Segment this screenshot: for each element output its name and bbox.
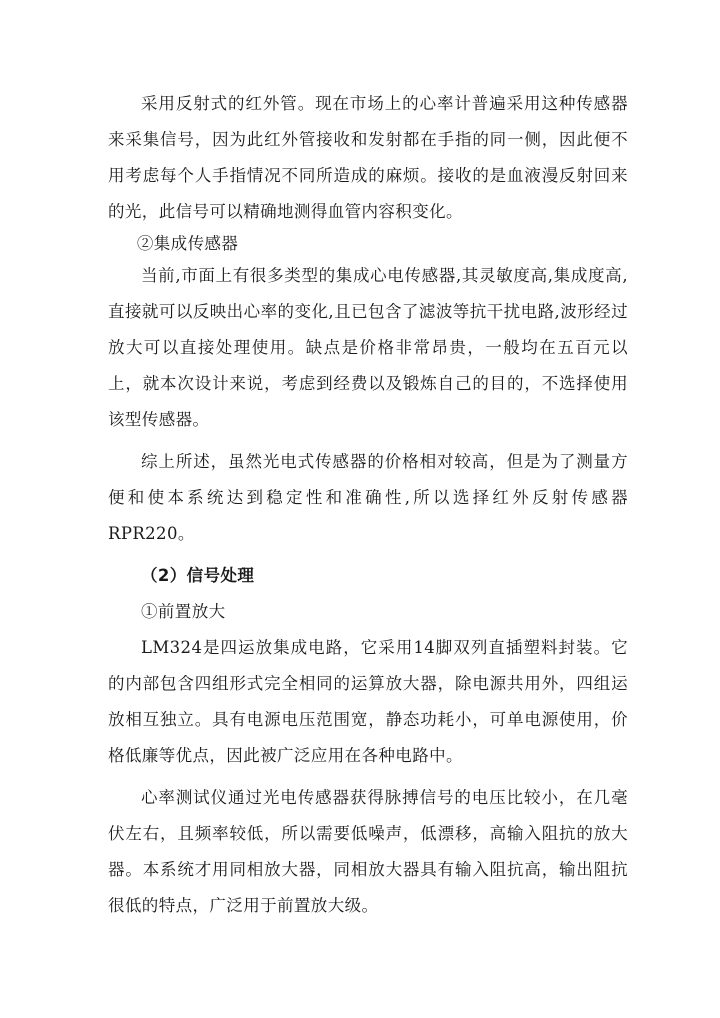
section-heading-signal-processing: （2）信号处理 bbox=[141, 566, 255, 585]
paragraph-summary: 综上所述，虽然光电式传感器的价格相对较高，但是为了测量方便和使本系统达到稳定性和准确性,所以选择红外反射传感器RPR220。 bbox=[108, 452, 628, 543]
paragraph-integrated-sensor: 当前,市面上有很多类型的集成心电传感器,其灵敏度高,集成度高,直接就可以反映出心率的变化,且已包含了滤波等抗干扰电路,波形经过放大可以直接处理使用。缺点是价格非常昂贵，一般均在五百元以上，就本次设计来说，考虑到经费以及锻炼自己的目的，不选择使用该型传感器。 bbox=[108, 266, 628, 429]
document-page bbox=[108, 86, 628, 924]
paragraph-amplifier: 心率测试仪通过光电传感器获得脉搏信号的电压比较小，在几毫伏左右，且频率较低，所以需要低噪声，低漂移，高输入阻抗的放大器。本系统才用同相放大器，同相放大器具有输入阻抗高，输出阻抗很低的特点，广泛用于前置放大级。 bbox=[108, 788, 628, 915]
paragraph-reflective-sensor: 采用反射式的红外管。现在市场上的心率计普遍采用这种传感器来采集信号，因为此红外管接收和发射都在手指的同一侧，因此便不用考虑每个人手指情况不同所造成的麻烦。接收的是血液漫反射回来的光，此信号可以精确地测得血管内容积变化。 bbox=[108, 94, 628, 221]
subheading-integrated-sensor: ②集成传感器 bbox=[136, 234, 239, 253]
paragraph-lm324: LM324是四运放集成电路，它采用14脚双列直插塑料封装。它的内部包含四组形式完全相同的运算放大器，除电源共用外，四组运放相互独立。具有电源电压范围宽，静态功耗小，可单电源使用，价格低廉等优点，因此被广泛应用在各种电路中。 bbox=[108, 638, 628, 765]
subheading-preamp: ①前置放大 bbox=[141, 602, 226, 621]
